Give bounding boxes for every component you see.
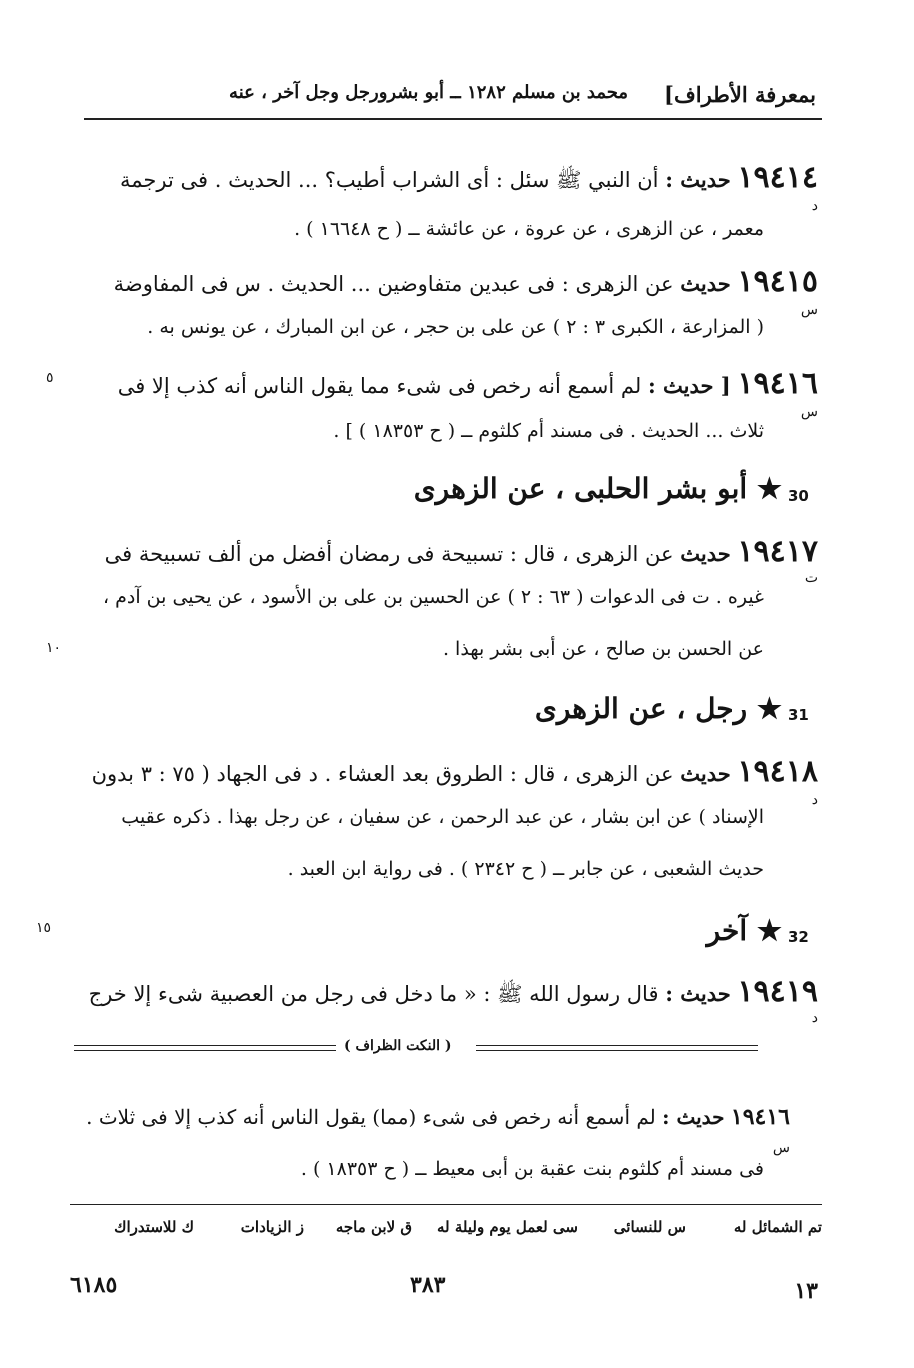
abbreviation: ك للاستدراك <box>114 1218 194 1236</box>
entry-19419-line-1: ١٩٤١٩ حديث : قال رسول الله ﷺ : « ما دخل فى رجل من العصبية شىء إلا خرج <box>88 974 818 1009</box>
divider-rule-right <box>476 1045 758 1051</box>
margin-line-number-10: ١٠ <box>46 640 62 656</box>
entry-19418-line-2: الإسناد ) عن ابن بشار ، عن عبد الرحمن ، عن سفيان ، عن رجل بهذا . ذكره عقيب <box>121 806 764 828</box>
divider-rule-left <box>74 1045 336 1051</box>
hadith-number: ١٩٤١٩ <box>737 974 818 1009</box>
entry-19415-line-1: ١٩٤١٥ حديث عن الزهرى : فى عبدين متفاوضين ... الحديث . س فى المفاوضة <box>113 264 818 299</box>
section-number: 30 <box>788 487 809 505</box>
entry-sub-marker: د <box>811 792 818 808</box>
hadith-number: ١٩٤١٥ <box>737 264 818 299</box>
nukat-line-1: ١٩٤١٦ حديث : لم أسمع أنه رخص فى شىء (مما) يقول الناس أنه كذب إلا فى ثلاث . <box>86 1104 790 1130</box>
entry-sub-marker: س <box>800 302 818 318</box>
header-left-title: محمد بن مسلم ١٢٨٢ ــ أبو بشرورجل وجل آخر ، عنه <box>229 82 628 103</box>
entry-sub-marker: ت <box>804 570 818 586</box>
abbreviation: ق لابن ماجه <box>335 1218 412 1236</box>
entry-19416-line-1: ١٩٤١٦ [ حديث : لم أسمع أنه رخص فى شىء مما يقول الناس أنه كذب إلا فى <box>117 366 818 401</box>
section-heading: ★ رجل ، عن الزهرى <box>534 692 782 725</box>
section-heading: ★ أبو بشر الحلبى ، عن الزهرى <box>413 472 782 505</box>
entry-19417-line-1: ١٩٤١٧ حديث عن الزهرى ، قال : تسبيحة فى رمضان أفضل من ألف تسبيحة فى <box>104 534 818 569</box>
section-heading: ★ آخر <box>706 914 782 947</box>
entry-sub-marker: س <box>800 404 818 420</box>
entry-19414-line-1: ١٩٤١٤ حديث : أن النبي ﷺ سئل : أى الشراب أطيب؟ ... الحديث . فى ترجمة <box>120 160 818 195</box>
abbreviation: سى لعمل يوم وليلة له <box>437 1218 578 1236</box>
footnote-rule <box>70 1204 822 1205</box>
entry-19416-line-2: ثلاث ... الحديث . فى مسند أم كلثوم ــ ( ح ١٨٣٥٣ ) ] . <box>333 420 764 442</box>
entry-19415-line-2: ( المزارعة ، الكبرى ٣ : ٢ ) عن على بن حجر ، عن ابن المبارك ، عن يونس به . <box>147 316 764 338</box>
header-right-title: بمعرفة الأطراف] <box>664 82 816 107</box>
hadith-number: ١٩٤١٧ <box>737 534 818 569</box>
margin-line-number-15: ١٥ <box>36 920 52 936</box>
hadith-number: ١٩٤١٦ <box>730 1104 790 1130</box>
section-number: 32 <box>788 928 809 946</box>
entry-sub-marker: س <box>772 1140 790 1156</box>
margin-line-number-5: ٥ <box>46 370 54 386</box>
abbreviation: ز الزيادات <box>240 1218 304 1236</box>
footer-page-number: ١٣ <box>794 1278 818 1304</box>
entry-sub-marker: د <box>811 1010 818 1026</box>
footer-volume-page: ٣٨٣ <box>410 1272 446 1298</box>
footer-sequence-number: ٦١٨٥ <box>70 1272 118 1298</box>
entry-19418-line-1: ١٩٤١٨ حديث عن الزهرى ، قال : الطروق بعد العشاء . د فى الجهاد ( ٧٥ : ٣ بدون <box>91 754 818 789</box>
entry-sub-marker: د <box>811 198 818 214</box>
abbreviation: تم الشمائل له <box>733 1218 822 1236</box>
hadith-number: ١٩٤١٦ <box>737 366 818 401</box>
entry-19418-line-3: حديث الشعبى ، عن جابر ــ ( ح ٢٣٤٢ ) . فى رواية ابن العبد . <box>287 858 764 880</box>
hadith-number: ١٩٤١٨ <box>737 754 818 789</box>
header-rule <box>84 118 822 120</box>
nukat-line-2: فى مسند أم كلثوم بنت عقبة بن أبى معيط ــ ( ح ١٨٣٥٣ ) . <box>300 1158 764 1180</box>
section-number: 31 <box>788 706 809 724</box>
entry-19417-line-2: غيره . ت فى الدعوات ( ٦٣ : ٢ ) عن الحسين بن على بن الأسود ، عن يحيى بن آدم ، <box>102 586 764 608</box>
entry-19417-line-3: عن الحسن بن صالح ، عن أبى بشر بهذا . <box>442 638 764 660</box>
hadith-number: ١٩٤١٤ <box>737 160 818 195</box>
entry-19414-line-2: معمر ، عن الزهرى ، عن عروة ، عن عائشة ــ ( ح ١٦٦٤٨ ) . <box>294 218 764 240</box>
divider-label: ( النكت الظراف ) <box>344 1038 452 1054</box>
abbreviation: س للنسائى <box>613 1218 686 1236</box>
